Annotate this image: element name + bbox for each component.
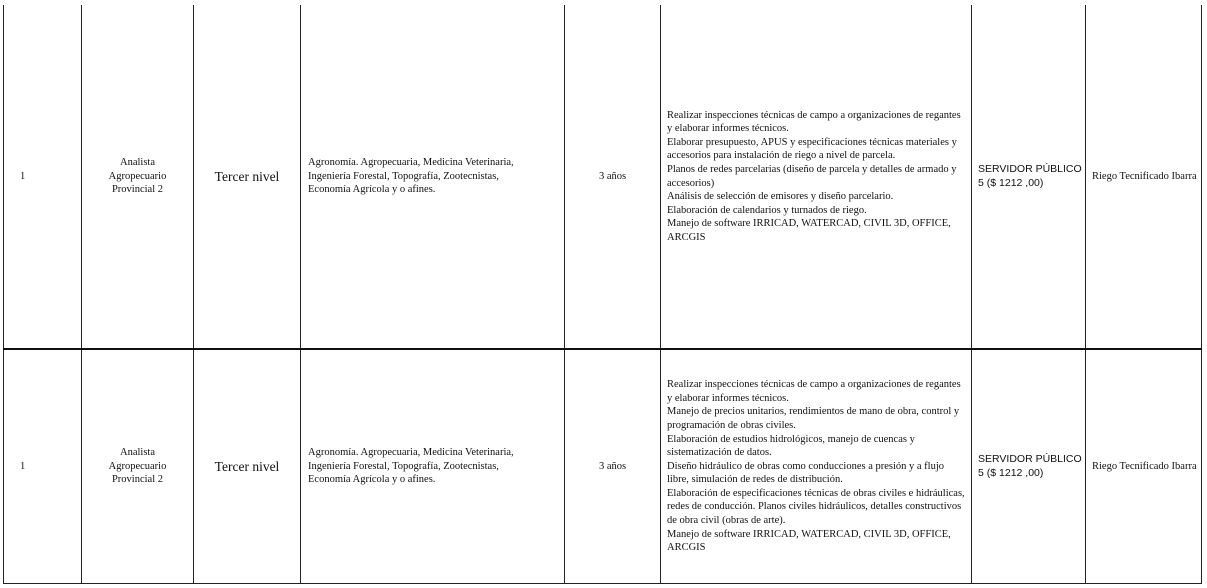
education-fields: Agronomía. Agropecuaria, Medicina Veterinaria, Ingeniería Forestal, Topografía, Zootecnistas, Economía Agrícola y o afines.	[301, 349, 565, 584]
experience-years: 3 años	[565, 5, 661, 349]
position-name: Analista Agropecuario Provincial 2	[108, 447, 167, 486]
position-name: Analista Agropecuario Provincial 2	[108, 157, 167, 196]
vacancy-count: 1	[4, 5, 82, 349]
table-row	[4, 5, 1202, 349]
education-level: Tercer nivel	[194, 5, 301, 349]
work-unit: Riego Tecnificado Ibarra	[1086, 349, 1202, 584]
duty-item: Elaborar presupuesto, APUS y especificaciones técnicas materiales y accesorios para instalación de riego a nivel de parcela.	[667, 136, 957, 162]
duty-item: Elaboración de estudios hidrológicos, manejo de cuencas y sistematización de datos.	[667, 433, 915, 459]
salary-grade: SERVIDOR PÚBLICO 5 ($ 1212 ,00)	[972, 5, 1086, 349]
duty-item: Manejo de software IRRICAD, WATERCAD, CIVIL 3D, OFFICE, ARCGIS	[667, 528, 951, 554]
duty-item: Manejo de precios unitarios, rendimientos de mano de obra, control y programación de obras civiles.	[667, 406, 960, 431]
duty-item: Realizar inspecciones técnicas de campo a organizaciones de regantes y elaborar informes técnicos.	[667, 379, 961, 404]
duty-item: Diseño hidráulico de obras como conducciones a presión y a flujo libre, simulación de redes de distribución.	[667, 460, 945, 486]
duty-item: Manejo de software IRRICAD, WATERCAD, CIVIL 3D, OFFICE,	[667, 218, 951, 230]
education-fields: Agronomía. Agropecuaria, Medicina Veterinaria, Ingeniería Forestal, Topografía, Zootecnistas, Economía Agrícola y o afines.	[301, 5, 565, 349]
duty-item: Análisis de selección de emisores y diseño parcelario.	[667, 191, 894, 203]
salary-grade: SERVIDOR PÚBLICO 5 ($ 1212 ,00)	[972, 349, 1086, 584]
duties-cell	[661, 349, 972, 584]
duty-item: ARCGIS	[667, 231, 706, 243]
table-row	[4, 349, 1202, 584]
work-unit: Riego Tecnificado Ibarra	[1086, 5, 1202, 349]
duties-cell	[661, 5, 972, 349]
education-level: Tercer nivel	[194, 349, 301, 584]
duty-item: Realizar inspecciones técnicas de campo a organizaciones de regantes y elaborar informes técnicos.	[667, 109, 961, 135]
vacancy-count: 1	[4, 349, 82, 584]
experience-years: 3 años	[565, 349, 661, 584]
job-positions-table	[3, 5, 1202, 584]
duty-item: Elaboración de especificaciones técnicas de obras civiles e hidráulicas, redes de conducción. Planos civiles hidráulicos, detalles constructivos de obra civil (obras de arte).	[667, 487, 965, 527]
duty-item: Planos de redes parcelarias (diseño de parcela y detalles de armado y accesorios)	[667, 163, 957, 189]
duty-item: Elaboración de calendarios y turnados de riego.	[667, 204, 867, 216]
